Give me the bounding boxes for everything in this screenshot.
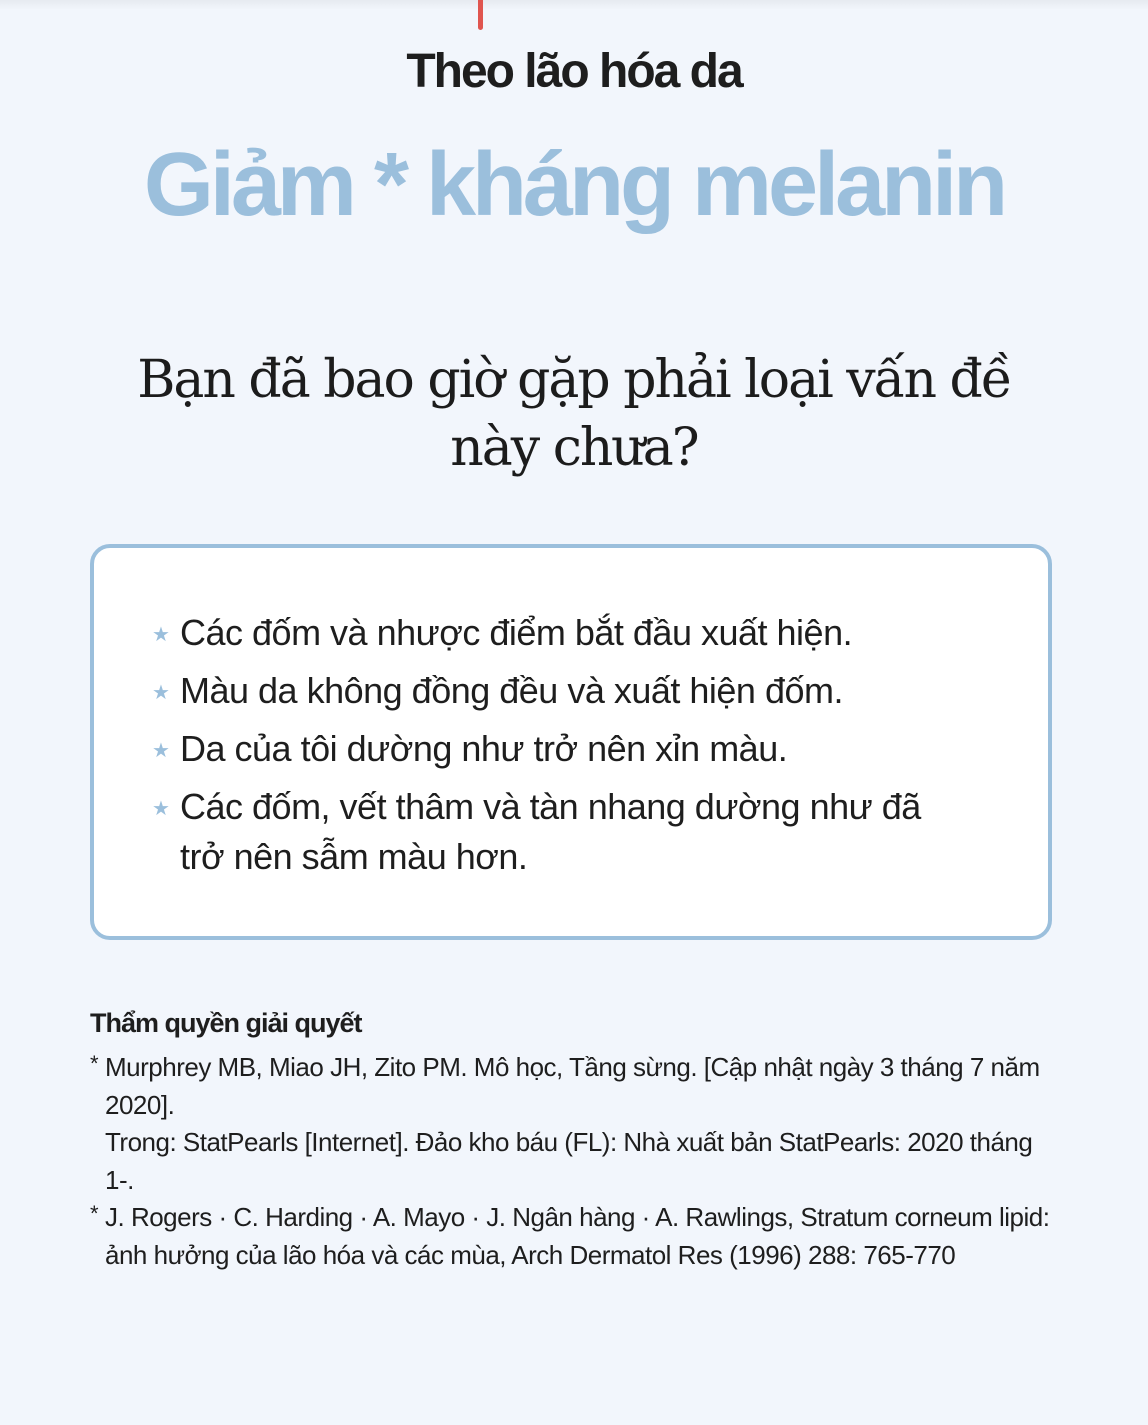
- accent-line: [478, 0, 483, 30]
- star-icon: ★: [152, 624, 170, 646]
- symptom-text: Các đốm, vết thâm và tàn nhang dường như đã trở nên sẫm màu hơn.: [180, 786, 921, 877]
- reference-text: Trong: StatPearls [Internet]. Đảo kho báu (FL): Nhà xuất bản StatPearls: 2020 tháng 1-.: [105, 1127, 1033, 1195]
- reference-item: [90, 1199, 1060, 1274]
- symptom-item: [152, 608, 972, 658]
- symptom-box: [90, 544, 1052, 940]
- references-title: Thẩm quyền giải quyết: [90, 1008, 362, 1038]
- question-heading: Bạn đã bao giờ gặp phải loại vấn đề này chưa?: [137, 350, 1011, 478]
- symptom-item: [152, 724, 972, 774]
- symptom-item: [152, 782, 972, 882]
- section-eyebrow: Theo lão hóa da: [406, 45, 742, 98]
- references-section: [90, 1008, 1060, 1274]
- star-icon: ★: [152, 682, 170, 704]
- symptom-text: Màu da không đồng đều và xuất hiện đốm.: [180, 670, 843, 711]
- reference-text: J. Rogers · C. Harding · A. Mayo · J. Ngân hàng · A. Rawlings, Stratum corneum lipid: ảnh hưởng của lão hóa và các mùa, Arch Dermatol Res (1996) 288: 765-770: [105, 1202, 1050, 1270]
- symptom-list: [152, 608, 972, 890]
- reference-text: Murphrey MB, Miao JH, Zito PM. Mô học, Tầng sừng. [Cập nhật ngày 3 tháng 7 năm 2020].: [105, 1052, 1040, 1120]
- symptom-item: [152, 666, 972, 716]
- symptom-text: Các đốm và nhược điểm bắt đầu xuất hiện.: [180, 612, 853, 653]
- top-shadow: [0, 0, 1148, 10]
- reference-item: [90, 1049, 1060, 1199]
- section-headline: Giảm * kháng melanin: [143, 135, 1005, 235]
- reference-mark: *: [90, 1051, 99, 1076]
- symptom-text: Da của tôi dường như trở nên xỉn màu.: [180, 728, 788, 769]
- star-icon: ★: [152, 740, 170, 762]
- reference-mark: *: [90, 1201, 99, 1226]
- star-icon: ★: [152, 798, 170, 820]
